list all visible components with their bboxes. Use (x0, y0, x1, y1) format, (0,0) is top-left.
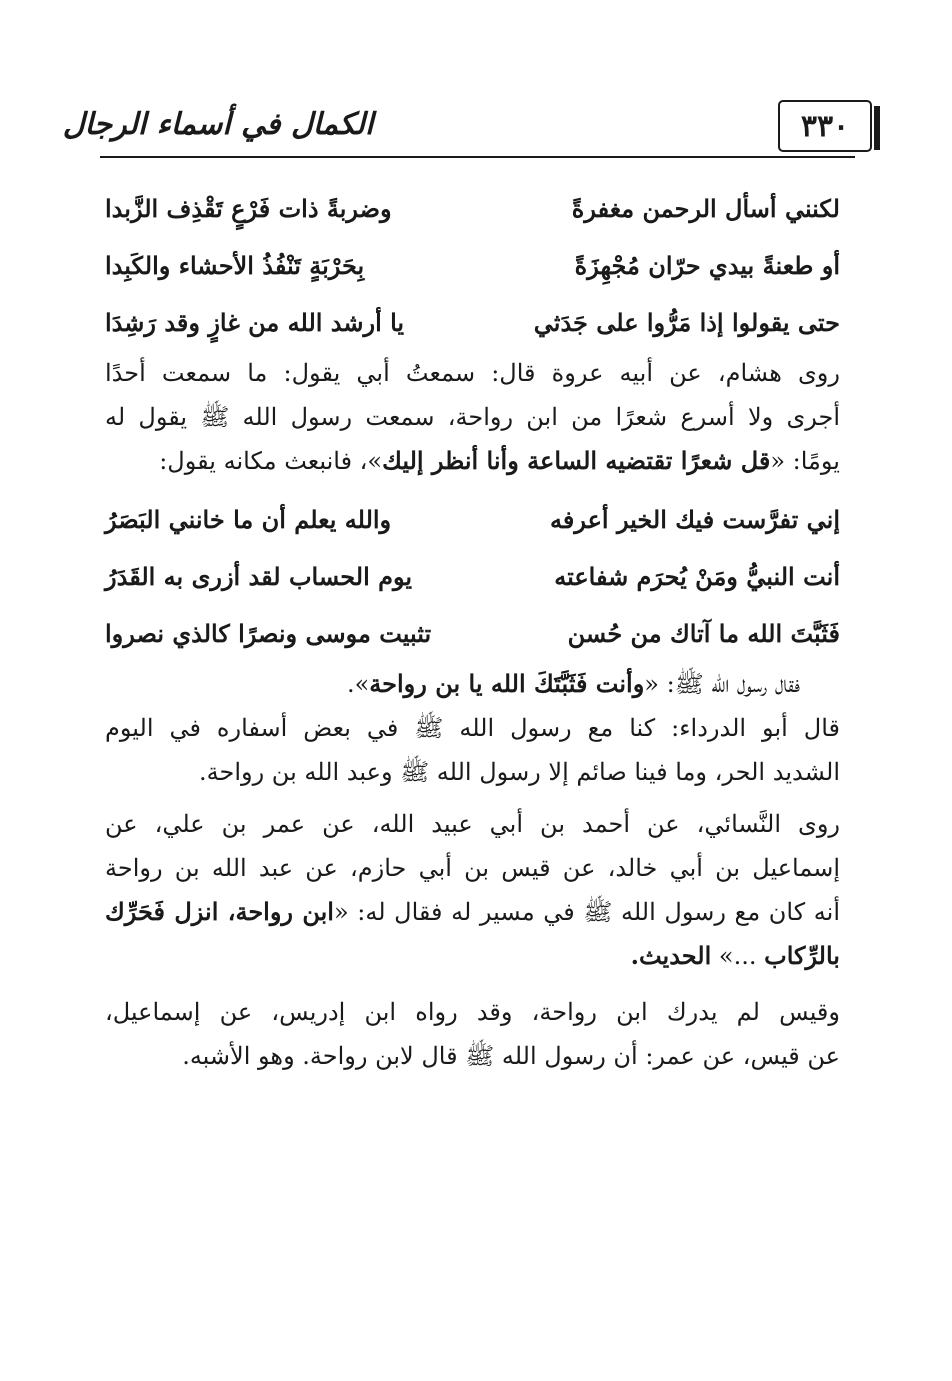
hemistich-second: يا أرشد الله من غازٍ وقد رَشِدَا (105, 308, 405, 337)
poem-block-1 (105, 180, 840, 351)
text-line: أجرى ولا أسرع شعرًا من ابن رواحة، سمعت رسول الله ﷺ يقول له (105, 403, 840, 431)
verse (105, 548, 840, 605)
text-segment: ...» (711, 942, 765, 970)
text-line: إسماعيل بن أبي خالد، عن قيس بن أبي حازم، عن عبد الله بن رواحة (105, 854, 840, 882)
verse (105, 605, 840, 662)
book-title-text: الكمال في أسماء الرجال (62, 106, 374, 142)
hemistich-first: أنت النبيُّ ومَنْ يُحرَم شفاعته (554, 562, 840, 591)
hadith-quote: قل شعرًا تقتضيه الساعة وأنا أنظر إليك (382, 446, 771, 475)
text-line (105, 934, 840, 978)
hemistich-second: تثبيت موسى ونصرًا كالذي نصروا (105, 619, 432, 648)
text-line: روى النَّسائي، عن أحمد بن أبي عبيد الله، عن عمر بن علي، عن (105, 810, 840, 838)
text-line: الشديد الحر، وما فينا صائم إلا رسول الله ﷺ وعبد الله بن رواحة. (199, 758, 840, 786)
hemistich-second: وضربةً ذات فَرْعٍ تَقْذِف الزَّبدا (105, 194, 392, 223)
verse (105, 294, 840, 351)
hemistich-second: بِحَرْبَةٍ تَنْفُذُ الأحشاء والكَبِدا (105, 251, 365, 280)
text-line (105, 890, 840, 934)
page-number (778, 100, 872, 152)
paragraph-hisham (105, 351, 840, 483)
hadith-label: الحديث. (630, 941, 712, 970)
hemistich-first: لكنني أسأل الرحمن مغفرةً (571, 194, 840, 223)
hadith-quote: بالرِّكاب (764, 941, 840, 970)
verse (105, 491, 840, 548)
paragraph-nasai (105, 802, 840, 978)
header-divider (100, 156, 855, 158)
hadith-quote: وأنت فَثَبَّتَكَ الله يا بن رواحة (369, 669, 645, 698)
hemistich-first: إني تفرَّست فيك الخير أعرفه (550, 505, 840, 534)
text-segment: فقال رسول الله ﷺ: « (644, 670, 800, 698)
text-segment: »، فانبعث مكانه يقول: (159, 447, 383, 475)
paragraph-abu-darda (105, 706, 840, 794)
text-line (105, 439, 840, 483)
text-line: روى هشام، عن أبيه عروة قال: سمعتُ أبي يقول: ما سمعت أحدًا (105, 359, 840, 387)
verse (105, 237, 840, 294)
hemistich-second: يوم الحساب لقد أزرى به القَدَرُ (105, 562, 413, 591)
text-line: قال أبو الدرداء: كنا مع رسول الله ﷺ في بعض أسفاره في اليوم (105, 714, 840, 742)
text-segment: أنه كان مع رسول الله ﷺ في مسير له فقال له: « (333, 898, 840, 926)
verse (105, 180, 840, 237)
text-line (105, 662, 840, 706)
page-number-text: ٣٣٠ (800, 108, 850, 144)
paragraph-qays (105, 990, 840, 1078)
paragraph-prophet-reply (105, 662, 840, 706)
hemistich-first: فَثَبَّتَ الله ما آتاك من حُسن (567, 619, 840, 648)
text-segment: ». (346, 670, 370, 698)
poem-block-2 (105, 491, 840, 662)
hemistich-first: أو طعنةً بيدي حرّان مُجْهِزَةً (574, 251, 840, 280)
text-segment: يومًا: « (770, 447, 840, 475)
text-line: عن قيس، عن عمر: أن رسول الله ﷺ قال لابن رواحة. وهو الأشبه. (182, 1042, 840, 1070)
book-title-calligraphy (62, 98, 374, 150)
text-line: وقيس لم يدرك ابن رواحة، وقد رواه ابن إدريس، عن إسماعيل، (105, 998, 840, 1026)
hemistich-first: حتى يقولوا إذا مَرُّوا على جَدَثي (533, 308, 840, 337)
page-body (105, 180, 840, 1078)
hadith-quote: ابن رواحة، انزل فَحَرِّك (105, 897, 334, 926)
hemistich-second: والله يعلم أن ما خانني البَصَرُ (105, 505, 392, 534)
